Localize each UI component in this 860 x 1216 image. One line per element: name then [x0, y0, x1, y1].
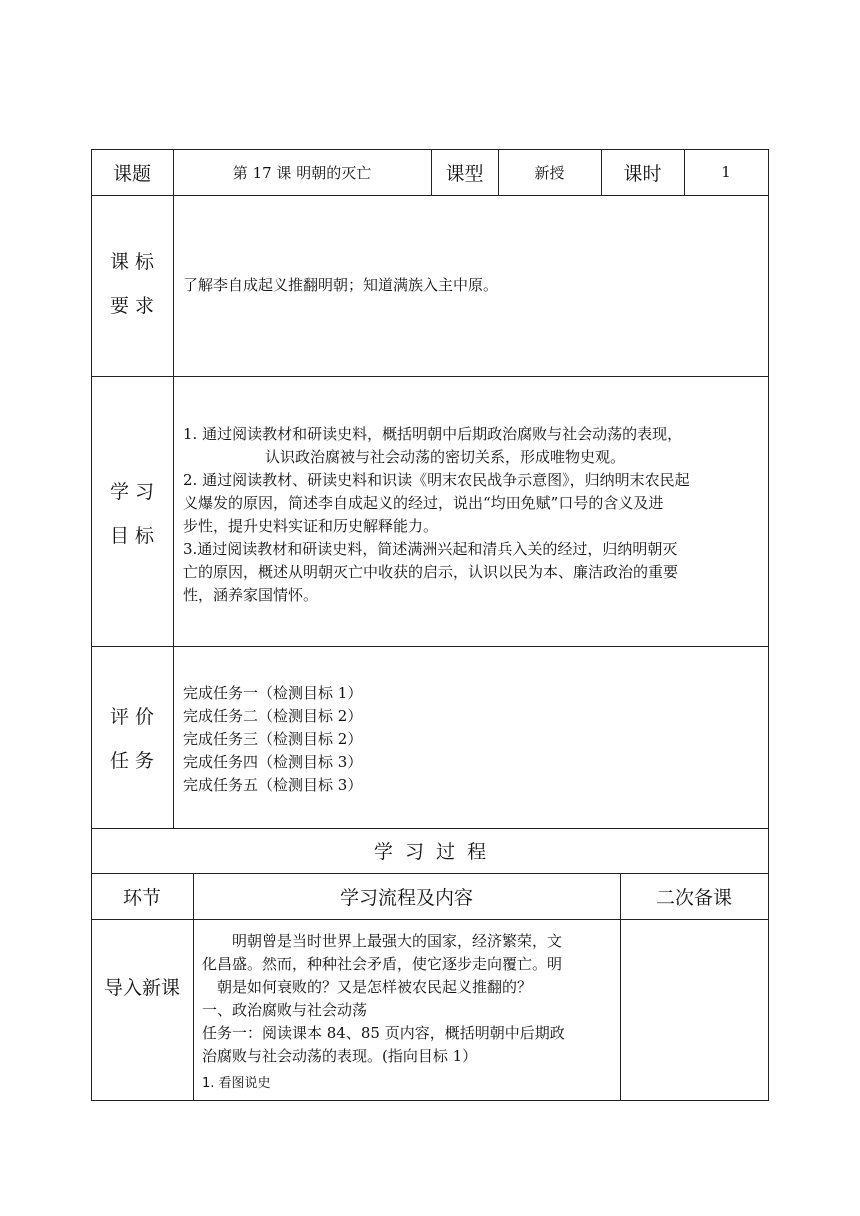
- col-stage-header: 环节: [122, 886, 161, 909]
- process-title: 学 习 过 程: [373, 841, 487, 863]
- standard-text: 了解李自成起义推翻明朝；知道满族入主中原。: [183, 276, 499, 294]
- goals-label-line1: 学 习: [109, 481, 155, 503]
- evaluation-label-line1: 评 价: [109, 706, 155, 728]
- col-notes-header: 二次备课: [655, 886, 732, 909]
- lesson-hours-label: 课时: [623, 162, 662, 185]
- evaluation-list: [183, 682, 743, 797]
- table-border: [91, 195, 769, 196]
- evaluation-item: 完成任务四（检测目标 3）: [183, 753, 363, 771]
- table-border: [768, 149, 769, 1101]
- intro-stage: 导入新课: [103, 976, 180, 999]
- intro-line: 化昌盛。然而，种种社会矛盾，使它逐步走向覆亡。明: [202, 955, 563, 973]
- table-border: [91, 646, 769, 647]
- topic-value: 第 17 课 明朝的灭亡: [232, 163, 372, 182]
- standard-label-line2: 要 求: [109, 295, 155, 317]
- goal-line: 1. 通过阅读教材和研读史料，概括明朝中后期政治腐败与社会动荡的表现，: [183, 425, 683, 443]
- lesson-type-value: 新授: [534, 163, 565, 182]
- col-content-header: 学习流程及内容: [339, 886, 473, 909]
- goals-label: [91, 470, 173, 558]
- intro-content: [202, 930, 617, 1068]
- goal-line: 3.通过阅读教材和研读史料，简述满洲兴起和清兵入关的经过，归纳明朝灭: [183, 540, 678, 558]
- goals-text: [183, 423, 765, 607]
- goal-line: 义爆发的原因，简述李自成起义的经过，说出“均田免赋”口号的含义及进: [183, 494, 664, 512]
- lesson-hours-value: 1: [721, 163, 731, 181]
- goal-line: 认识政治腐被与社会动荡的密切关系，形成唯物史观。: [265, 448, 626, 466]
- evaluation-label: [91, 695, 173, 783]
- intro-line: 朝是如何衰败的？又是怎样被农民起义推翻的？: [217, 978, 533, 996]
- intro-line: 治腐败与社会动荡的表现。(指向目标 1）: [202, 1047, 478, 1065]
- intro-notes: [620, 919, 768, 1100]
- goal-line: 亡的原因，概述从明朝灭亡中收获的启示，认识以民为本、廉洁政治的重要: [183, 563, 679, 581]
- standard-label: [91, 240, 173, 328]
- goal-line: 性，涵养家国情怀。: [183, 586, 319, 604]
- table-border: [173, 149, 174, 828]
- topic-label: 课题: [112, 162, 151, 185]
- intro-line: 任务一：阅读课本 84、85 页内容，概括明朝中后期政: [202, 1024, 565, 1042]
- evaluation-item: 完成任务三（检测目标 2）: [183, 730, 363, 748]
- goals-label-line2: 目 标: [109, 525, 155, 547]
- lesson-type-label: 课型: [445, 162, 484, 185]
- intro-line: 一、政治腐败与社会动荡: [202, 1001, 368, 1019]
- evaluation-item: 完成任务一（检测目标 1）: [183, 684, 363, 702]
- standard-label-line1: 课 标: [109, 251, 155, 273]
- table-border: [91, 376, 769, 377]
- evaluation-label-line2: 任 务: [109, 750, 155, 772]
- goal-line: 步性，提升史料实证和历史解释能力。: [183, 517, 439, 535]
- evaluation-item: 完成任务五（检测目标 3）: [183, 776, 363, 794]
- intro-line: 明朝曾是当时世界上最强大的国家，经济繁荣，文: [232, 932, 563, 950]
- goal-line: 2. 通过阅读教材、研读史料和识读《明末农民战争示意图》，归纳明末农民起: [183, 471, 690, 489]
- evaluation-item: 完成任务二（检测目标 2）: [183, 707, 363, 725]
- intro-sub-item: 1. 看图说史: [202, 1076, 271, 1091]
